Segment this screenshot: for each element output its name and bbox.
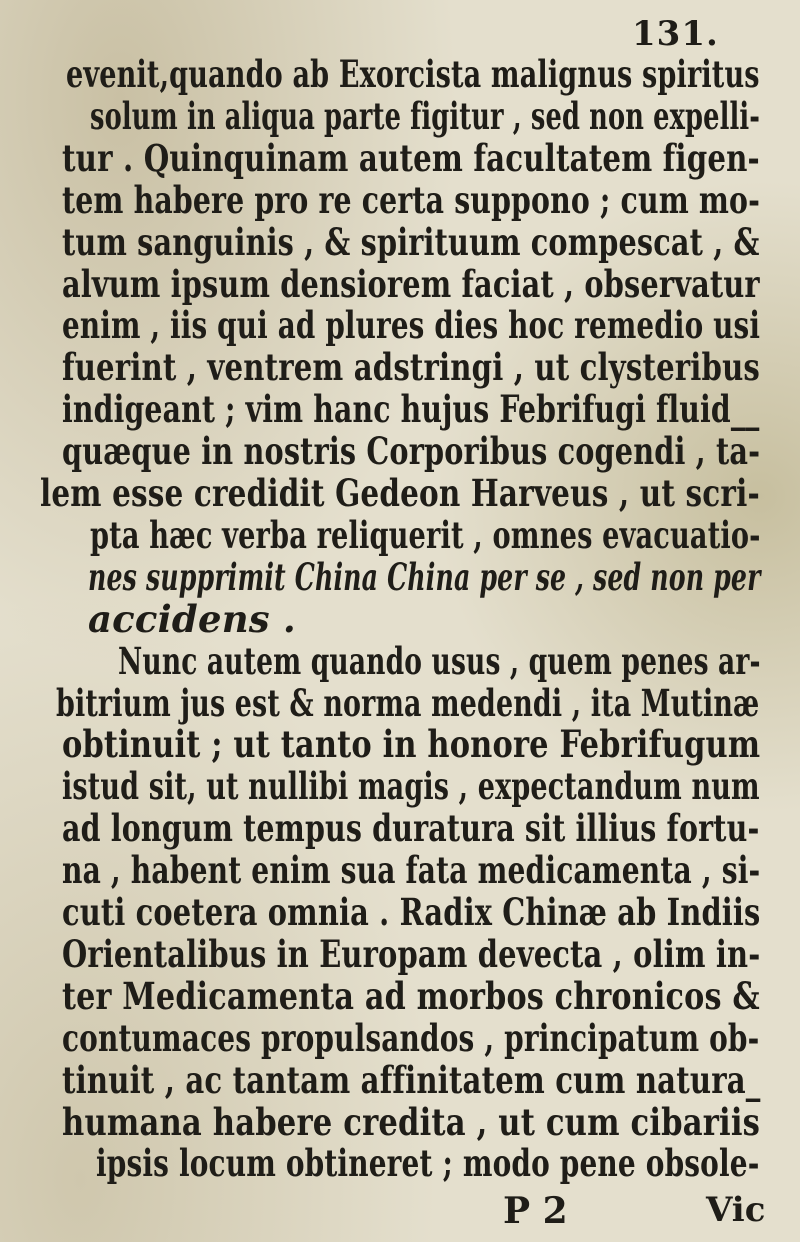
text-line: tum sanguinis , & spirituum compescat , & bbox=[62, 220, 760, 264]
text-line: obtinuit ; ut tanto in honore Febrifugum bbox=[62, 722, 761, 766]
text-line: contumaces propulsandos , principatum ob- bbox=[62, 1016, 760, 1060]
text-line: ipsis locum obtineret ; modo pene obsole- bbox=[96, 1141, 760, 1185]
text-line: pta hæc verba reliquerit , omnes evacuatio- bbox=[90, 513, 761, 557]
text-line: Orientalibus in Europam devecta , olim in- bbox=[62, 932, 761, 976]
text-line: tem habere pro re certa suppono ; cum mo- bbox=[62, 178, 760, 222]
text-line: enim , iis qui ad plures dies hoc remedio usi bbox=[62, 303, 761, 347]
text-line: istud sit, ut nullibi magis , expectandum num bbox=[62, 764, 760, 808]
catchword: Vic bbox=[706, 1190, 766, 1230]
text-line: lem esse credidit Gedeon Harveus , ut scri- bbox=[40, 471, 760, 515]
text-line: humana habere credita , ut cum cibariis bbox=[62, 1100, 761, 1144]
text-line: fuerint , ventrem adstringi , ut clysteribus bbox=[62, 345, 761, 389]
text-line: evenit,quando ab Exorcista malignus spiritus bbox=[66, 52, 760, 96]
text-line: bitrium jus est & norma medendi , ita Mutinæ bbox=[56, 681, 760, 725]
text-line: ter Medicamenta ad morbos chronicos & bbox=[62, 974, 760, 1018]
text-line: nes supprimit China China per se , sed non per bbox=[88, 555, 761, 599]
text-line: solum in aliqua parte figitur , sed non expelli- bbox=[90, 94, 761, 138]
signature-mark: P 2 bbox=[503, 1190, 568, 1232]
text-line: indigeant ; vim hanc hujus Febrifugi fluid__ bbox=[62, 387, 760, 431]
text-line: tur . Quinquinam autem facultatem figen- bbox=[62, 136, 760, 180]
text-line: quæque in nostris Corporibus cogendi , ta- bbox=[62, 429, 761, 473]
text-line: na , habent enim sua fata medicamenta , si- bbox=[62, 848, 761, 892]
text-line: ad longum tempus duratura sit illius fortu- bbox=[62, 806, 760, 850]
text-line: tinuit , ac tantam affinitatem cum natura_ bbox=[62, 1058, 761, 1102]
text-line: Nunc autem quando usus , quem penes ar- bbox=[118, 639, 761, 683]
page-number: 131. bbox=[632, 14, 719, 54]
text-line: cuti coetera omnia . Radix Chinæ ab Indiis bbox=[62, 890, 761, 934]
text-line: accidens . bbox=[88, 597, 296, 641]
text-line: alvum ipsum densiorem faciat , observatur bbox=[62, 262, 760, 306]
